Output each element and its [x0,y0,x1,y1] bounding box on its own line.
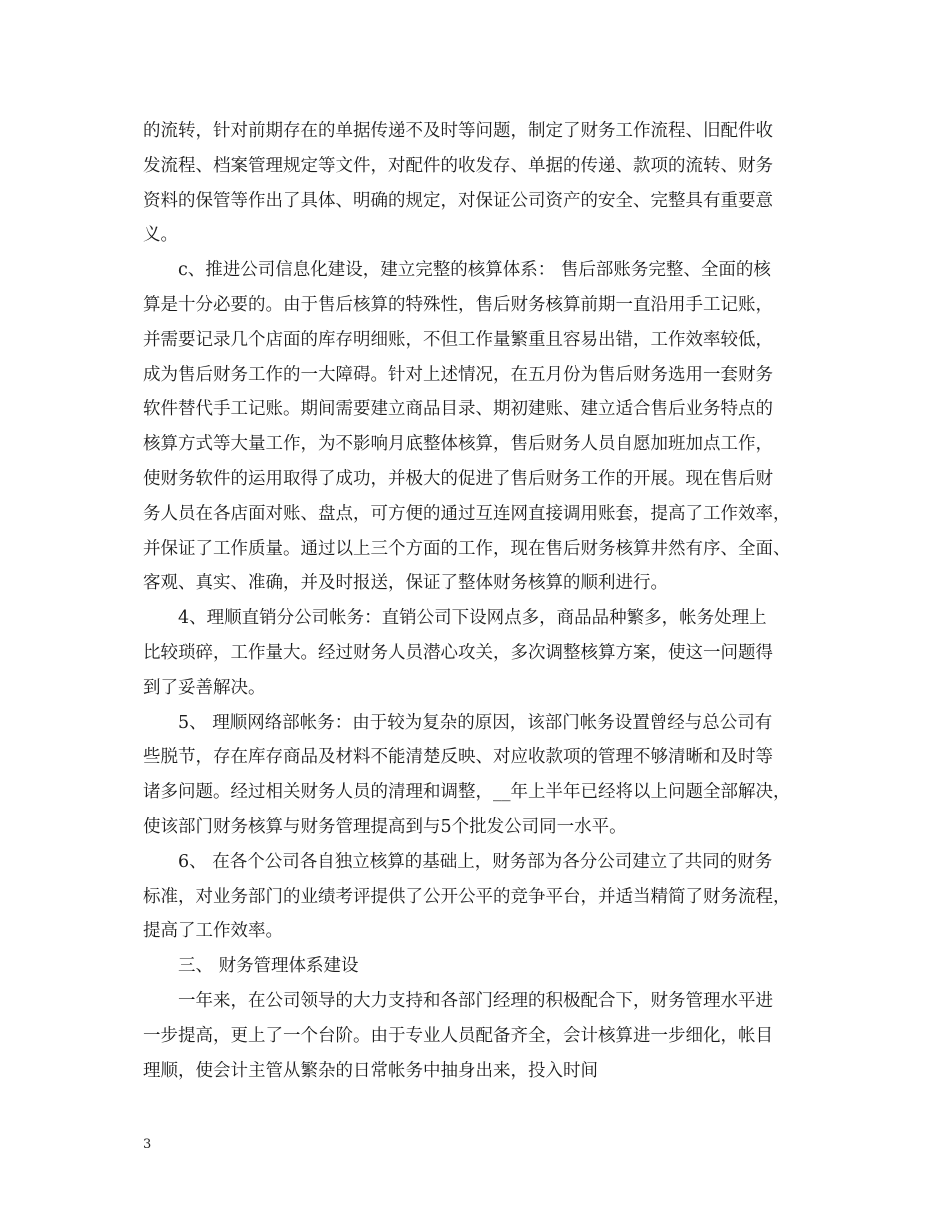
text-line: 三、 财务管理体系建设 [178,956,359,977]
text-line: 比较琐碎，工作量大。经过财务人员潜心攻关，多次调整核算方案，使这一问题得 [143,642,773,663]
text-line: 一步提高，更上了一个台阶。由于专业人员配备齐全，会计核算进一步细化，帐目 [143,1025,773,1046]
text-line: 的流转，针对前期存在的单据传递不及时等问题，制定了财务工作流程、旧配件收 [143,121,773,141]
text-line: 核算方式等大量工作，为不影响月底整体核算，售后财务人员自愿加班加点工作， [143,434,773,455]
page-number: 3 [143,1137,152,1152]
text-line: 务人员在各店面对账、盘点，可方便的通过互连网直接调用账套，提高了工作效率， [143,503,791,524]
text-line: 义。 [143,225,178,246]
text-line: 5、 理顺网络部帐务：由于较为复杂的原因，该部门帐务设置曾经与总公司有 [178,712,773,733]
text-line: 客观、真实、准确，并及时报送，保证了整体财务核算的顺利进行。 [143,573,668,594]
text-line: 并需要记录几个店面的库存明细账，不但工作量繁重且容易出错，工作效率较低， [143,329,773,350]
text-line: 诸多问题。经过相关财务人员的清理和调整，__年上半年已经将以上问题全部解决， [143,782,791,803]
body-text [143,114,833,1088]
text-line: 资料的保管等作出了具体、明确的规定，对保证公司资产的安全、完整具有重要意 [143,190,773,211]
text-line: 使财务软件的运用取得了成功，并极大的促进了售后财务工作的开展。现在售后财 [143,468,773,489]
text-line: 4、理顺直销分公司帐务：直销公司下设网点多，商品品种繁多，帐务处理上 [178,608,767,629]
text-line: 提高了工作效率。 [143,921,283,942]
text-line: 理顺，使会计主管从繁杂的日常帐务中抽身出来，投入时间 [143,1060,598,1081]
text-line: 算是十分必要的。由于售后核算的特殊性，售后财务核算前期一直沿用手工记账， [143,294,773,315]
text-line: 软件替代手工记账。期间需要建立商品目录、期初建账、建立适合售后业务特点的 [143,399,773,420]
text-line: 成为售后财务工作的一大障碍。针对上述情况，在五月份为售后财务选用一套财务 [143,364,773,385]
text-line: 6、 在各个公司各自独立核算的基础上，财务部为各分公司建立了共同的财务 [178,851,773,872]
text-line: 标准，对业务部门的业绩考评提供了公开公平的竞争平台，并适当精简了财务流程， [143,886,791,907]
text-line: 些脱节，存在库存商品及材料不能清楚反映、对应收款项的管理不够清晰和及时等 [143,747,773,768]
text-line: 发流程、档案管理规定等文件，对配件的收发存、单据的传递、款项的流转、财务 [143,155,773,176]
text-line: 到了妥善解决。 [143,677,266,698]
text-line: 使该部门财务核算与财务管理提高到与5个批发公司同一水平。 [143,816,627,837]
text-line: 并保证了工作质量。通过以上三个方面的工作，现在售后财务核算井然有序、全面、 [143,538,791,559]
text-line: c、推进公司信息化建设，建立完整的核算体系： 售后部账务完整、全面的核 [178,260,771,281]
text-line: 一年来，在公司领导的大力支持和各部门经理的积极配合下，财务管理水平进 [178,990,773,1011]
